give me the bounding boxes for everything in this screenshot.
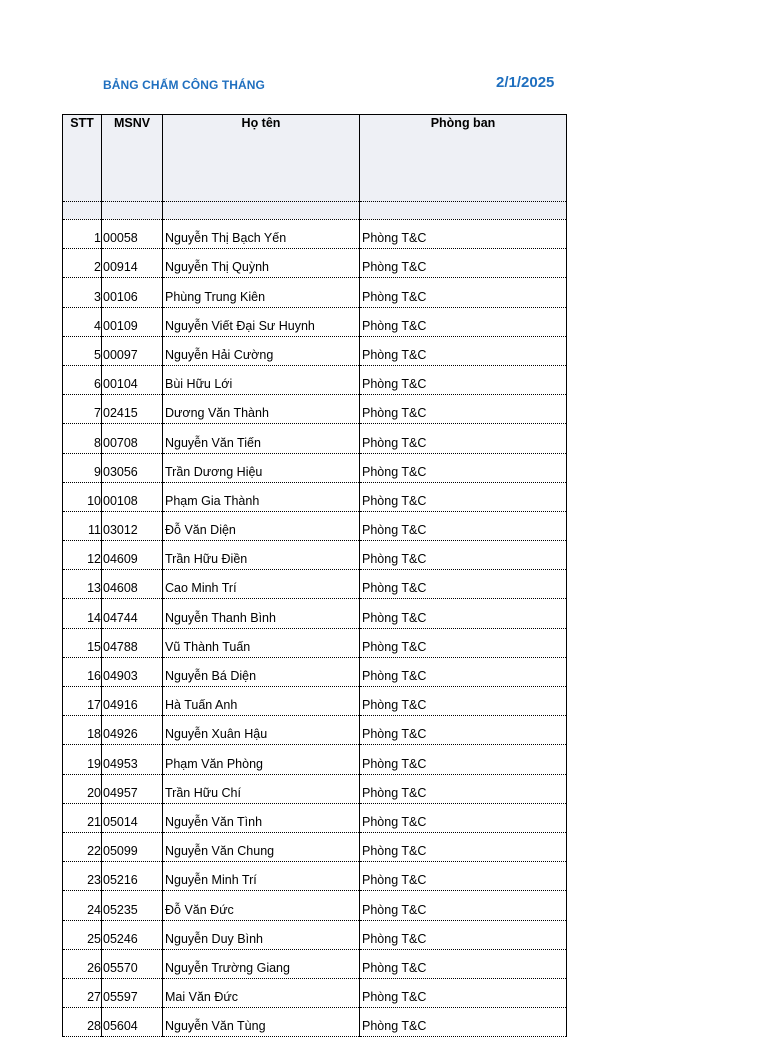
dept-cell: Phòng T&C (360, 716, 567, 745)
dept-cell: Phòng T&C (360, 803, 567, 832)
name-cell: Cao Minh Trí (163, 570, 360, 599)
msnv-cell: 05570 (102, 949, 163, 978)
stt-cell: 2 (63, 249, 102, 278)
dept-cell: Phòng T&C (360, 745, 567, 774)
msnv-cell: 05235 (102, 891, 163, 920)
msnv-cell: 04609 (102, 541, 163, 570)
name-cell: Trần Hữu Điền (163, 541, 360, 570)
msnv-cell: 05099 (102, 832, 163, 861)
table-row (63, 511, 567, 540)
dept-cell: Phòng T&C (360, 336, 567, 365)
msnv-cell: 04608 (102, 570, 163, 599)
dept-cell: Phòng T&C (360, 657, 567, 686)
stt-cell: 8 (63, 424, 102, 453)
table-row (63, 424, 567, 453)
dept-cell: Phòng T&C (360, 453, 567, 482)
stt-cell: 21 (63, 803, 102, 832)
name-cell: Nguyễn Hải Cường (163, 336, 360, 365)
table-row (63, 862, 567, 891)
table-row (63, 599, 567, 628)
dept-cell: Phòng T&C (360, 395, 567, 424)
stt-cell: 9 (63, 453, 102, 482)
name-cell: Nguyễn Duy Bình (163, 920, 360, 949)
name-cell: Nguyễn Minh Trí (163, 862, 360, 891)
name-cell: Bùi Hữu Lới (163, 365, 360, 394)
stt-cell: 19 (63, 745, 102, 774)
dept-cell: Phòng T&C (360, 249, 567, 278)
msnv-cell: 00104 (102, 365, 163, 394)
table-row (63, 657, 567, 686)
dept-cell: Phòng T&C (360, 1008, 567, 1037)
stt-cell: 25 (63, 920, 102, 949)
msnv-cell: 03056 (102, 453, 163, 482)
stt-cell: 28 (63, 1008, 102, 1037)
stt-cell: 15 (63, 628, 102, 657)
msnv-cell: 00058 (102, 220, 163, 249)
msnv-cell: 04788 (102, 628, 163, 657)
msnv-cell: 04903 (102, 657, 163, 686)
dept-cell: Phòng T&C (360, 541, 567, 570)
msnv-cell: 04953 (102, 745, 163, 774)
table-row (63, 453, 567, 482)
name-cell: Phạm Gia Thành (163, 482, 360, 511)
msnv-cell: 00097 (102, 336, 163, 365)
stt-cell: 24 (63, 891, 102, 920)
header-spacer-row (63, 202, 567, 220)
stt-cell: 14 (63, 599, 102, 628)
table-row (63, 628, 567, 657)
stt-cell: 20 (63, 774, 102, 803)
name-cell: Nguyễn Văn Tùng (163, 1008, 360, 1037)
msnv-cell: 04744 (102, 599, 163, 628)
msnv-cell: 04916 (102, 687, 163, 716)
stt-cell: 5 (63, 336, 102, 365)
table-row (63, 774, 567, 803)
column-header-stt: STT (63, 115, 102, 202)
dept-cell: Phòng T&C (360, 220, 567, 249)
table-row (63, 920, 567, 949)
name-cell: Phùng Trung Kiên (163, 278, 360, 307)
stt-cell: 26 (63, 949, 102, 978)
column-header-msnv: MSNV (102, 115, 163, 202)
msnv-cell: 03012 (102, 511, 163, 540)
name-cell: Trần Hữu Chí (163, 774, 360, 803)
dept-cell: Phòng T&C (360, 365, 567, 394)
name-cell: Nguyễn Văn Chung (163, 832, 360, 861)
msnv-cell: 02415 (102, 395, 163, 424)
table-row (63, 978, 567, 1007)
spacer-cell (163, 202, 360, 220)
table-row (63, 1008, 567, 1037)
stt-cell: 27 (63, 978, 102, 1007)
name-cell: Nguyễn Thị Quỳnh (163, 249, 360, 278)
table-row (63, 249, 567, 278)
msnv-cell: 04957 (102, 774, 163, 803)
dept-cell: Phòng T&C (360, 891, 567, 920)
stt-cell: 4 (63, 307, 102, 336)
dept-cell: Phòng T&C (360, 570, 567, 599)
table-row (63, 220, 567, 249)
table-header-row (63, 115, 567, 202)
msnv-cell: 05216 (102, 862, 163, 891)
dept-cell: Phòng T&C (360, 949, 567, 978)
stt-cell: 18 (63, 716, 102, 745)
name-cell: Nguyễn Văn Tình (163, 803, 360, 832)
msnv-cell: 04926 (102, 716, 163, 745)
msnv-cell: 00108 (102, 482, 163, 511)
msnv-cell: 00106 (102, 278, 163, 307)
sheet-title: BẢNG CHẤM CÔNG THÁNG (103, 78, 265, 92)
table-row (63, 541, 567, 570)
msnv-cell: 05246 (102, 920, 163, 949)
name-cell: Đỗ Văn Đức (163, 891, 360, 920)
dept-cell: Phòng T&C (360, 687, 567, 716)
dept-cell: Phòng T&C (360, 511, 567, 540)
dept-cell: Phòng T&C (360, 832, 567, 861)
attendance-table (62, 114, 567, 1037)
table-row (63, 482, 567, 511)
name-cell: Đỗ Văn Diện (163, 511, 360, 540)
dept-cell: Phòng T&C (360, 307, 567, 336)
msnv-cell: 00109 (102, 307, 163, 336)
column-header-dept: Phòng ban (360, 115, 567, 202)
stt-cell: 1 (63, 220, 102, 249)
stt-cell: 6 (63, 365, 102, 394)
table-row (63, 570, 567, 599)
table-row (63, 687, 567, 716)
sheet-date: 2/1/2025 (496, 74, 555, 91)
table-row (63, 716, 567, 745)
msnv-cell: 05597 (102, 978, 163, 1007)
table-row (63, 278, 567, 307)
msnv-cell: 05014 (102, 803, 163, 832)
name-cell: Nguyễn Văn Tiến (163, 424, 360, 453)
stt-cell: 23 (63, 862, 102, 891)
table-row (63, 307, 567, 336)
table-row (63, 395, 567, 424)
dept-cell: Phòng T&C (360, 424, 567, 453)
stt-cell: 11 (63, 511, 102, 540)
msnv-cell: 05604 (102, 1008, 163, 1037)
spacer-cell (102, 202, 163, 220)
table-row (63, 832, 567, 861)
table-row (63, 745, 567, 774)
msnv-cell: 00708 (102, 424, 163, 453)
dept-cell: Phòng T&C (360, 628, 567, 657)
stt-cell: 13 (63, 570, 102, 599)
stt-cell: 17 (63, 687, 102, 716)
name-cell: Hà Tuấn Anh (163, 687, 360, 716)
table-row (63, 365, 567, 394)
name-cell: Phạm Văn Phòng (163, 745, 360, 774)
dept-cell: Phòng T&C (360, 978, 567, 1007)
stt-cell: 3 (63, 278, 102, 307)
stt-cell: 12 (63, 541, 102, 570)
name-cell: Nguyễn Viết Đại Sư Huynh (163, 307, 360, 336)
name-cell: Nguyễn Bá Diện (163, 657, 360, 686)
spacer-cell (360, 202, 567, 220)
stt-cell: 22 (63, 832, 102, 861)
name-cell: Vũ Thành Tuấn (163, 628, 360, 657)
column-header-name: Họ tên (163, 115, 360, 202)
stt-cell: 7 (63, 395, 102, 424)
dept-cell: Phòng T&C (360, 278, 567, 307)
stt-cell: 16 (63, 657, 102, 686)
name-cell: Nguyễn Trường Giang (163, 949, 360, 978)
msnv-cell: 00914 (102, 249, 163, 278)
name-cell: Dương Văn Thành (163, 395, 360, 424)
dept-cell: Phòng T&C (360, 482, 567, 511)
table-row (63, 891, 567, 920)
name-cell: Mai Văn Đức (163, 978, 360, 1007)
table-row (63, 803, 567, 832)
name-cell: Trần Dương Hiệu (163, 453, 360, 482)
dept-cell: Phòng T&C (360, 862, 567, 891)
dept-cell: Phòng T&C (360, 774, 567, 803)
dept-cell: Phòng T&C (360, 920, 567, 949)
spacer-cell (63, 202, 102, 220)
name-cell: Nguyễn Thanh Bình (163, 599, 360, 628)
stt-cell: 10 (63, 482, 102, 511)
table-row (63, 336, 567, 365)
name-cell: Nguyễn Xuân Hậu (163, 716, 360, 745)
table-row (63, 949, 567, 978)
table-body (63, 202, 567, 1037)
name-cell: Nguyễn Thị Bạch Yến (163, 220, 360, 249)
dept-cell: Phòng T&C (360, 599, 567, 628)
